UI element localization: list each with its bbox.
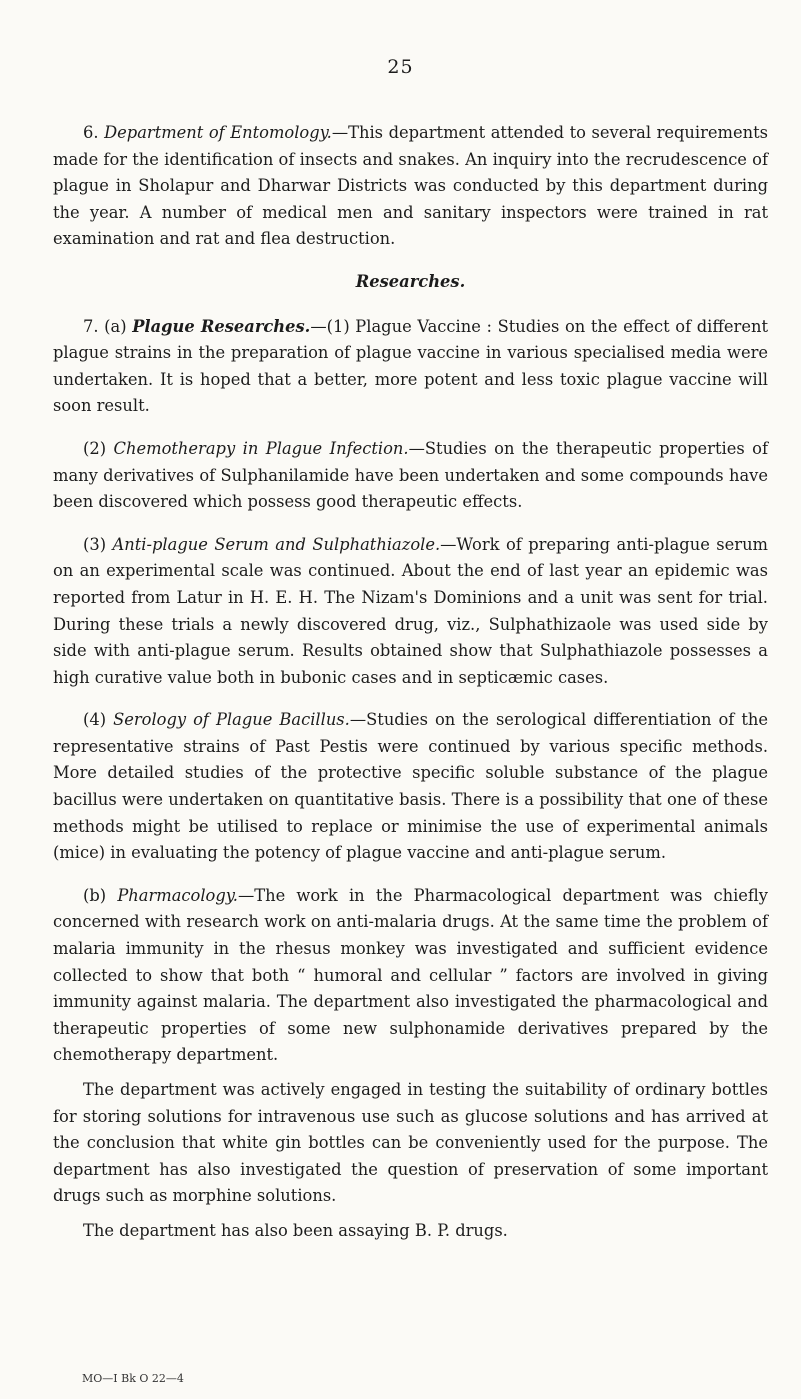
research-serology xyxy=(53,707,768,867)
research-pharmacology xyxy=(53,883,768,1069)
page-number: 25 xyxy=(387,56,414,78)
section-number: 6. xyxy=(83,123,99,142)
research-chemotherapy xyxy=(53,436,768,516)
paragraph-bottles: The department was actively engaged in testing the suitability of ordinary bottles for storing solutions for intravenous use such as glucose solutions and has arrived at the conclusion that white gin bottles can be conveniently used for the purpose. The department has also investigated the question of preservation of some important drugs such as morphine solutions. xyxy=(53,1080,768,1206)
research-body: —Work of preparing anti-plague serum on an experimental scale was continued. About the end of last year an epidemic was reported from Latur in H. E. H. The Nizam's Dominions and a unit was sent for trial. During these trials a newly discovered drug, viz., Sulphathizaole was used side by side with anti-plague serum. Results obtained show that Sulphathiazole possesses a high curative value both in bubonic cases and in septicæmic cases. xyxy=(53,534,768,687)
researches-heading: Researches. xyxy=(355,271,466,291)
research-title: Chemotherapy in Plague Infection. xyxy=(113,438,409,458)
research-plague xyxy=(53,314,768,420)
paragraph-assaying: The department has also been assaying B. P. drugs. xyxy=(83,1220,508,1240)
section-body: —This department attended to several requirements made for the identification of insects and snakes. An inquiry into the recrudescence of plague in Sholapur and Dharwar Districts was conducted by this department during the year. A number of medical men and sanitary inspectors were trained in rat examination and rat and flea destruction. xyxy=(53,123,768,249)
research-body: —(1) Plague Vaccine : Studies on the effect of different plague strains in the preparation of plague vaccine in various specialised media were undertaken. It is hoped that a better, more potent and less toxic plague vaccine will soon result. xyxy=(53,316,768,416)
section-title: Department of Entomology. xyxy=(104,123,332,142)
research-number: (b) xyxy=(83,885,107,905)
research-title: Anti-plague Serum and Sulphathiazole. xyxy=(112,534,441,554)
research-body: —Studies on the therapeutic properties of many derivatives of Sulphanilamide have been undertaken and some compounds have been discovered which possess good therapeutic effects. xyxy=(53,438,768,512)
research-number: (3) xyxy=(83,534,107,554)
research-anti-plague-serum xyxy=(53,532,768,692)
printer-code: MO—I Bk O 22—4 xyxy=(82,1372,184,1385)
research-title: Serology of Plague Bacillus. xyxy=(113,710,350,730)
research-number: (2) xyxy=(83,438,107,458)
research-title: Pharmacology. xyxy=(117,885,238,905)
research-body: —The work in the Pharmacological department was chiefly concerned with research work on anti-malaria drugs. At the same time the problem of malaria immunity in the rhesus monkey was investigated and sufficient evidence collected to show that both “ humoral and cellular ” factors are involved in giving immunity against malaria. The department also investigated the pharmacological and therapeutic properties of some new sulphonamide derivatives prepared by the chemotherapy department. xyxy=(53,885,768,1065)
research-body: —Studies on the serological differentiation of the representative strains of Past Pestis were continued by various specific methods. More detailed studies of the protective specific soluble substance of the plague bacillus were undertaken on quantitative basis. There is a possibility that one of these methods might be utilised to replace or minimise the use of experimental animals (mice) in evaluating the potency of plague vaccine and anti-plague serum. xyxy=(53,710,768,863)
research-number: (4) xyxy=(83,710,107,730)
page-content xyxy=(53,120,768,1253)
research-title: Plague Researches. xyxy=(132,316,311,336)
research-number: 7. (a) xyxy=(83,316,127,336)
section-entomology xyxy=(53,120,768,253)
